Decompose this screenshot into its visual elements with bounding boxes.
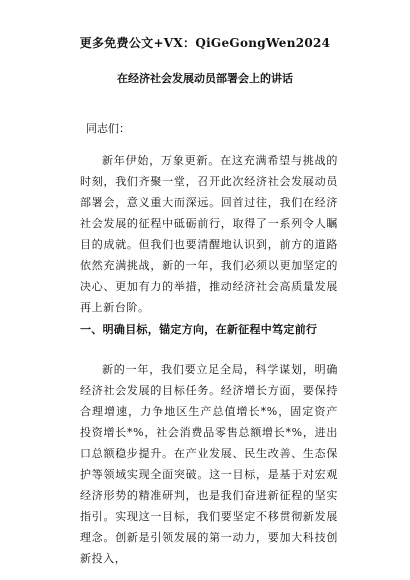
watermark-text: 更多免费公文+VX：QiGeGongWen2024: [79, 36, 331, 50]
intro-paragraph: 新年伊始，万象更新。在这充满希望与挑战的时刻，我们齐聚一堂，召开此次经济社会发展动员部署会，意义重大而深远。回首过往，我们在经济社会发展的征程中砥砺前行，取得了一系列令人瞩目的成就。但我们也要清醒地认识到，前方的道路依然充满挑战，新的一年，我们必须以更加坚定的决心、更加有力的举措，推动经济社会高质量发展再上新台阶。: [80, 154, 338, 314]
section-paragraph: 新的一年，我们要立足全局，科学谋划，明确经济社会发展的目标任务。经济增长方面，要保持合理增速，力争地区生产总值增长*%，固定资产投资增长*%，社会消费品零售总额增长*%，进出口总额稳步提升。在产业发展、民生改善、生态保护等领域实现全面突破。这一目标，是基于对宏观经济形势的精准研判，也是我们奋进新征程的坚实指引。实现这一目标，我们要坚定不移贯彻新发展理念。创新是引领发展的第一动力，要加大科技创新投入，: [80, 363, 338, 565]
salutation: 同志们：: [86, 122, 130, 135]
section-heading: 一、明确目标，锚定方向，在新征程中笃定前行: [80, 323, 318, 336]
document-title: 在经济社会发展动员部署会上的讲话: [117, 72, 293, 85]
